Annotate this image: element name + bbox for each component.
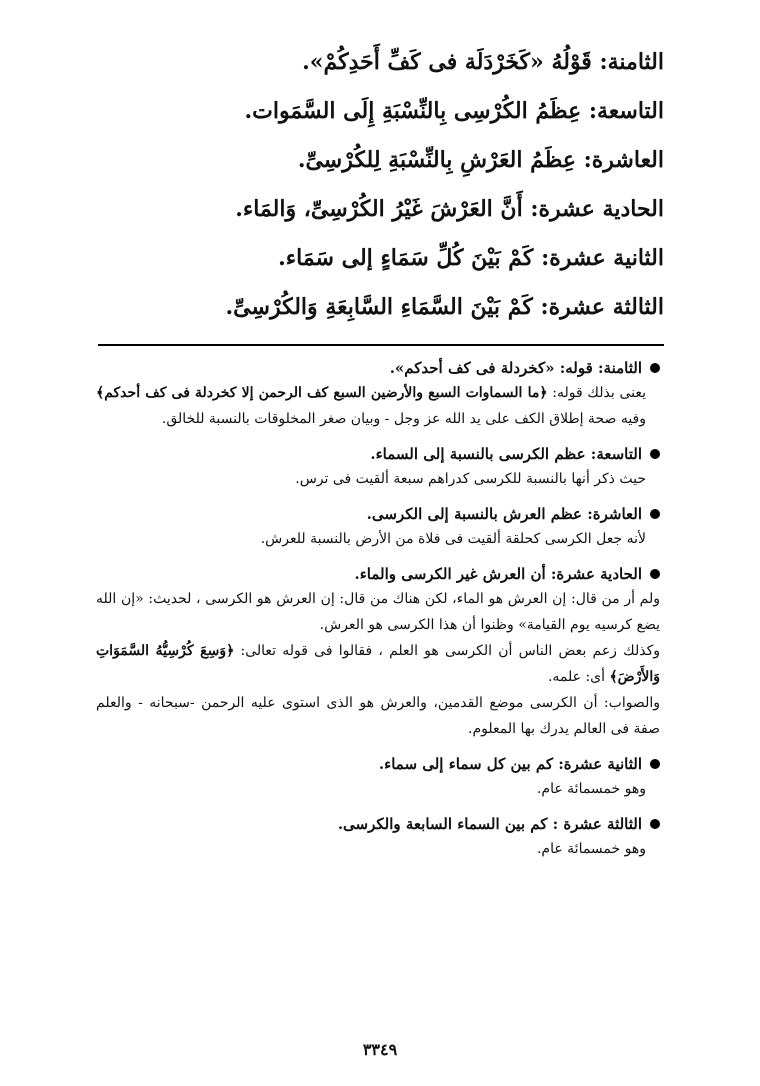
- quran-quote: ﴿وَسِعَ كُرْسِيُّهُ السَّمَوَاتِ وَالأَرْضَ﴾: [96, 643, 660, 685]
- commentary-heading-text: الثانية عشرة: كم بين كل سماء إلى سماء.: [378, 755, 642, 773]
- main-line-text: كَمْ بَيْنَ كُلِّ سَمَاءٍ إلى سَمَاء.: [278, 245, 534, 271]
- paragraph-text: وهو خمسمائة عام.: [536, 781, 646, 797]
- commentary-item: [96, 442, 660, 492]
- paragraph-text: حيث ذكر أنها بالنسبة للكرسى كدراهم سبعة ألقيت فى ترس.: [295, 471, 646, 487]
- commentary-heading-text: العاشرة: عظم العرش بالنسبة إلى الكرسى.: [366, 505, 642, 523]
- commentary-paragraph: [96, 380, 646, 432]
- main-line-label: الثامنة:: [599, 49, 664, 75]
- commentary-item: [96, 502, 660, 552]
- paragraph-text: وهو خمسمائة عام.: [536, 841, 646, 857]
- bullet-icon: [650, 449, 660, 459]
- main-line-label: الحادية عشرة:: [530, 196, 664, 222]
- paragraph-text: ولم أر من قال: إن العرش هو الماء، لكن هناك من قال: إن العرش هو الكرسى ، لحديث: «إن الله يضع كرسيه يوم القيامة» وظنوا أن هذا الكرسى هو العرش.: [96, 591, 660, 633]
- commentary-paragraph: [96, 638, 660, 690]
- main-line-text: عِظَمُ الكُرْسِى بِالنِّسْبَةِ إِلَى السَّمَوات.: [244, 98, 582, 124]
- commentary-paragraph: [96, 836, 646, 862]
- paragraph-text: أى: علمه.: [547, 669, 610, 685]
- commentary-paragraph: [96, 690, 660, 742]
- paragraph-text: وفيه صحة إطلاق الكف على يد الله عز وجل - وبيان صغر المخلوقات بالنسبة للخالق.: [161, 411, 646, 427]
- main-line: [80, 234, 664, 283]
- bullet-icon: [650, 819, 660, 829]
- commentary-heading-text: الثامنة: قوله: «كخردلة فى كف أحدكم».: [389, 359, 642, 377]
- paragraph-text: وكذلك زعم بعض الناس أن الكرسى هو العلم ، فقالوا فى قوله تعالى:: [234, 643, 660, 659]
- commentary-paragraph: [96, 776, 646, 802]
- commentary-item: [96, 812, 660, 862]
- quran-quote: ﴿ما السماوات السبع والأرضين السبع كف الرحمن إلا كخردلة فى كف أحدكم﴾: [96, 385, 548, 401]
- paragraph-text: يعنى بذلك قوله:: [547, 385, 646, 401]
- commentary-paragraph: [96, 586, 660, 638]
- commentary-paragraph: [96, 526, 646, 552]
- page-number: ٣٣٤٩: [362, 1040, 398, 1059]
- commentary-item: [96, 356, 660, 432]
- commentary-heading: [96, 752, 660, 776]
- main-line-label: العاشرة:: [583, 147, 664, 173]
- main-line: [80, 136, 664, 185]
- main-line-text: كَمْ بَيْنَ السَّمَاءِ السَّابِعَةِ وَالكُرْسِىِّ.: [225, 294, 533, 320]
- commentary-heading: [96, 442, 660, 466]
- commentary-heading: [96, 812, 660, 836]
- commentary-heading: [96, 356, 660, 380]
- main-line: [80, 185, 664, 234]
- main-line-label: الثالثة عشرة:: [540, 294, 664, 320]
- main-line: [80, 38, 664, 87]
- separator-rule: [98, 344, 664, 346]
- commentary-item: [96, 562, 660, 742]
- commentary: [96, 356, 660, 872]
- paragraph-text: والصواب: أن الكرسى موضع القدمين، والعرش هو الذى استوى عليه الرحمن -سبحانه - والعلم صفة فى العالم يدرك بها المعلوم.: [96, 695, 660, 737]
- commentary-heading: [96, 502, 660, 526]
- commentary-heading: [96, 562, 660, 586]
- commentary-heading-text: الثالثة عشرة : كم بين السماء السابعة والكرسى.: [337, 815, 642, 833]
- commentary-item: [96, 752, 660, 802]
- paragraph-text: لأنه جعل الكرسى كحلقة ألقيت فى فلاة من الأرض بالنسبة للعرش.: [260, 531, 646, 547]
- bullet-icon: [650, 509, 660, 519]
- commentary-heading-text: الحادية عشرة: أن العرش غير الكرسى والماء.: [354, 565, 642, 583]
- main-line: [80, 87, 664, 136]
- commentary-heading-text: التاسعة: عظم الكرسى بالنسبة إلى السماء.: [370, 445, 642, 463]
- bullet-icon: [650, 363, 660, 373]
- bullet-icon: [650, 759, 660, 769]
- commentary-paragraph: [96, 466, 646, 492]
- main-text: [80, 38, 664, 332]
- main-line-label: الثانية عشرة:: [541, 245, 664, 271]
- main-line-text: أَنَّ العَرْشَ غَيْرُ الكُرْسِىِّ، وَالمَاء.: [235, 196, 523, 222]
- bullet-icon: [650, 569, 660, 579]
- main-line: [80, 283, 664, 332]
- main-line-label: التاسعة:: [588, 98, 664, 124]
- main-line-text: قَوْلُهُ «كَخَرْدَلَة فى كَفِّ أَحَدِكُمْ».: [302, 49, 592, 75]
- main-line-text: عِظَمُ العَرْشِ بِالنِّسْبَةِ لِلكُرْسِىِّ.: [297, 147, 576, 173]
